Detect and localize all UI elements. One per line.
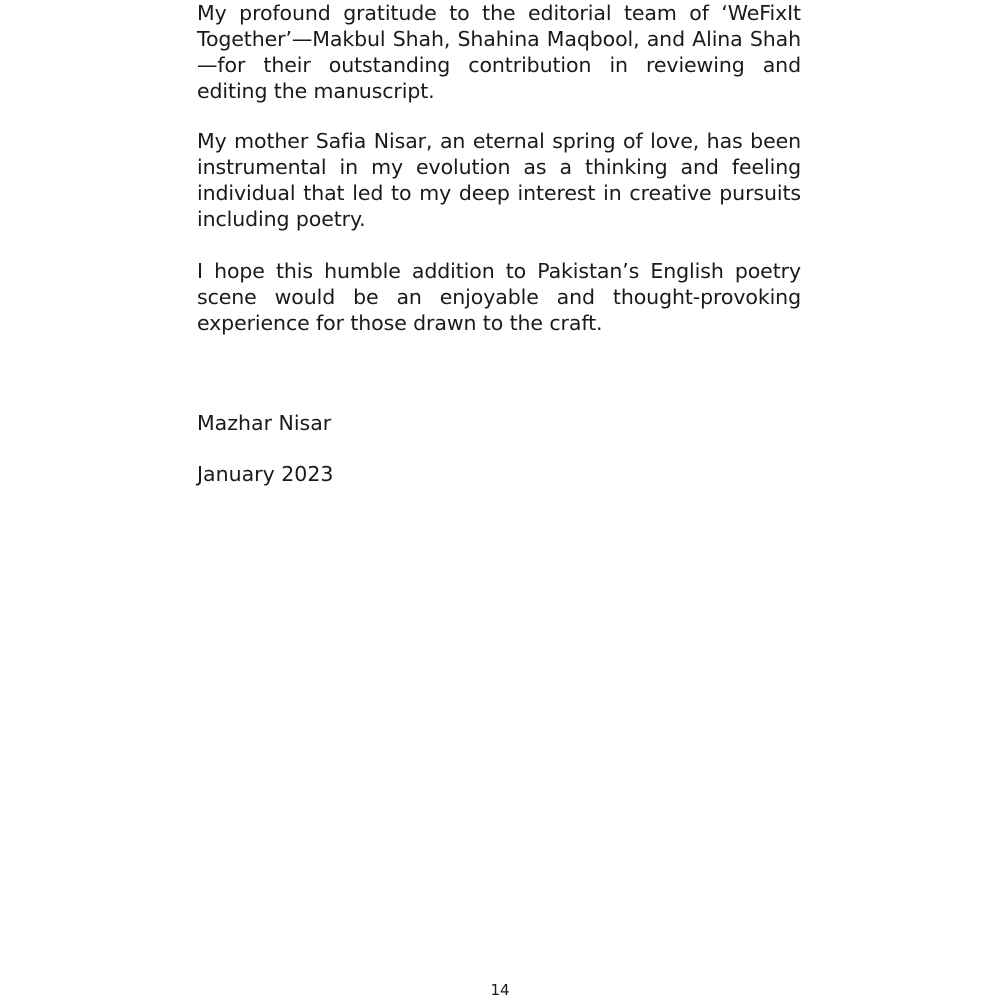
page-number: 14 bbox=[490, 981, 510, 999]
signature-date: January 2023 bbox=[197, 462, 334, 486]
paragraph-editorial-thanks: My profound gratitude to the editorial team of ‘WeFixIt Together’—Makbul Shah, Shahina Maqbool, and Alina Shah—for their outstanding contribution in reviewing and editing the manuscript. bbox=[197, 1, 801, 103]
paragraph-closing-hope: I hope this humble addition to Pakistan’s English poetry scene would be an enjoyable and thought-provoking experience for those drawn to the craft. bbox=[197, 259, 801, 335]
author-signature: Mazhar Nisar bbox=[197, 411, 332, 435]
paragraph-mother-tribute: My mother Safia Nisar, an eternal spring of love, has been instrumental in my evolution as a thinking and feeling individual that led to my deep interest in creative pursuits including poetry. bbox=[197, 129, 801, 231]
